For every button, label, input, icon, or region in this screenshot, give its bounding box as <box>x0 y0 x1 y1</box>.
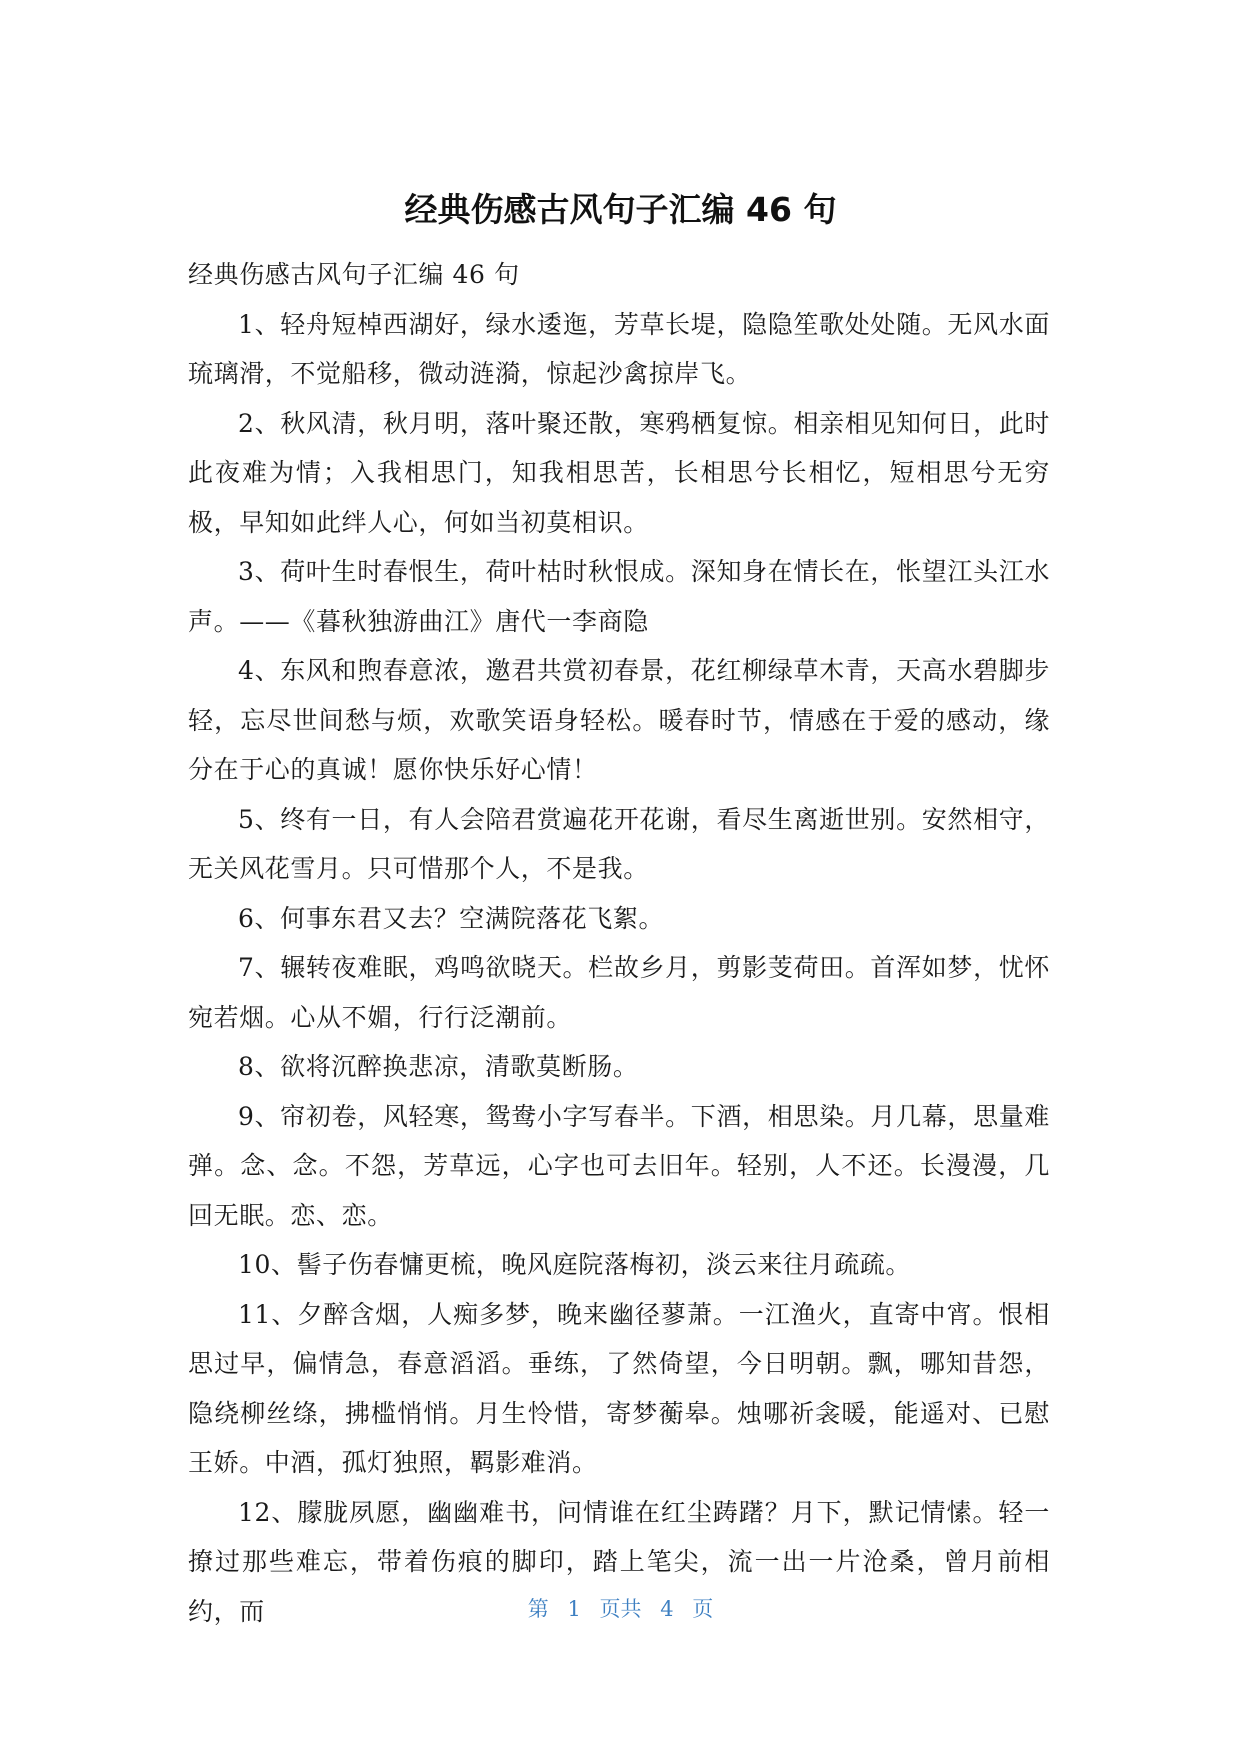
paragraph: 3、荷叶生时春恨生，荷叶枯时秋恨成。深知身在情长在，怅望江头江水声。——《暮秋独游曲江》唐代一李商隐 <box>188 557 1050 636</box>
document-body <box>188 250 1050 1636</box>
paragraph: 6、何事东君又去？空满院落花飞絮。 <box>238 903 665 933</box>
current-page-number: 1 <box>567 1597 581 1621</box>
total-pages-number: 4 <box>660 1597 674 1621</box>
page-footer <box>0 1594 1241 1624</box>
page-label-mid: 页共 <box>599 1597 642 1621</box>
page-label-suffix: 页 <box>692 1597 714 1621</box>
paragraph: 8、欲将沉醉换悲凉，清歌莫断肠。 <box>238 1052 639 1081</box>
page-label-prefix: 第 <box>527 1597 549 1621</box>
document-title: 经典伤感古风句子汇编 46 句 <box>404 190 837 229</box>
paragraph: 5、终有一日，有人会陪君赏遍花开花谢，看尽生离逝世别。安然相守，无关风花雪月。只可惜那个人，不是我。 <box>188 804 1050 883</box>
document-subtitle: 经典伤感古风句子汇编 46 句 <box>188 260 520 289</box>
paragraph: 12、朦胧夙愿，幽幽难书，问情谁在红尘踌躇？月下，默记情愫。轻一撩过那些难忘，带着伤痕的脚印，踏上笔尖，流一出一片沧桑，曾月前相约，而 <box>188 1497 1050 1626</box>
paragraph: 1、轻舟短棹西湖好，绿水逶迤，芳草长堤，隐隐笙歌处处随。无风水面琉璃滑，不觉船移，微动涟漪，惊起沙禽掠岸飞。 <box>188 309 1050 388</box>
paragraph: 2、秋风清，秋月明，落叶聚还散，寒鸦栖复惊。相亲相见知何日，此时此夜难为情；入我相思门，知我相思苦，长相思兮长相忆，短相思兮无穷极，早知如此绊人心，何如当初莫相识。 <box>188 408 1050 537</box>
paragraph: 11、夕醉含烟，人痴多梦，晚来幽径蓼萧。一江渔火，直寄中宵。恨相思过早，偏情急，春意滔滔。垂练，了然倚望，今日明朝。飘，哪知昔怨，隐绕柳丝绦，拂槛悄悄。月生怜惜，寄梦蘅皋。烛哪祈衾暖，能遥对、已慰王娇。中酒，孤灯独照，羁影难消。 <box>188 1299 1050 1477</box>
paragraph: 7、辗转夜难眠，鸡鸣欲晓天。栏故乡月，剪影芰荷田。首浑如梦，忧怀宛若烟。心从不媚，行行泛潮前。 <box>188 953 1050 1032</box>
paragraph: 10、髻子伤春慵更梳，晚风庭院落梅初，淡云来往月疏疏。 <box>238 1250 912 1279</box>
paragraph: 4、东风和煦春意浓，邀君共赏初春景，花红柳绿草木青，天高水碧脚步轻，忘尽世间愁与烦，欢歌笑语身轻松。暖春时节，情感在于爱的感动，缘分在于心的真诚！愿你快乐好心情！ <box>188 656 1050 784</box>
paragraph: 9、帘初卷，风轻寒，鸳鸯小字写春半。下酒，相思染。月几幕，思量难弹。念、念。不怨，芳草远，心字也可去旧年。轻别，人不还。长漫漫，几回无眠。恋、恋。 <box>188 1101 1050 1230</box>
